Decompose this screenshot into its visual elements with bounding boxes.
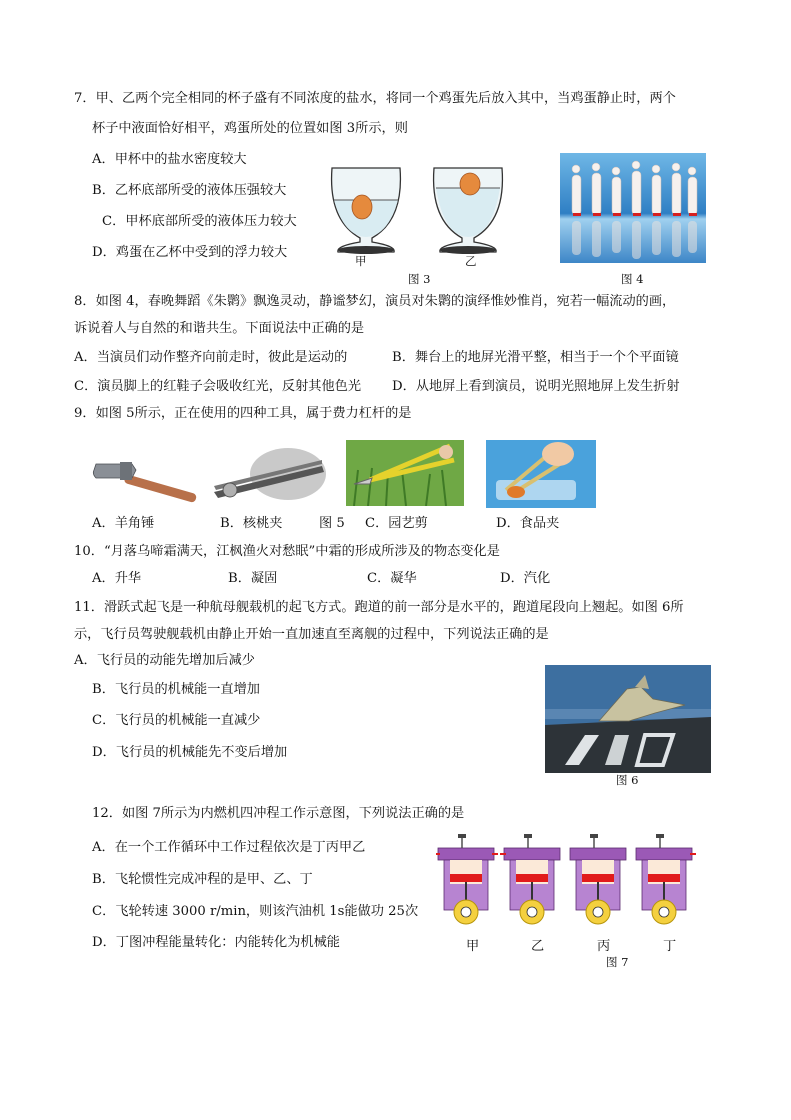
figure-6-caption: 图 6	[616, 773, 639, 787]
figure-5-food-tongs	[486, 440, 596, 508]
q7-option-d: D．鸡蛋在乙杯中受到的浮力较大	[92, 245, 288, 260]
engine-label-bing: 丙	[597, 939, 611, 954]
q12-option-c: C．飞轮转速 3000 r/min，则该汽油机 1s能做功 25次	[92, 904, 419, 919]
q7-stem-line2: 杯子中液面恰好相平，鸡蛋所处的位置如图 3所示，则	[92, 121, 408, 136]
cup-yi-image	[434, 168, 503, 254]
q10-stem: 10．“月落乌啼霜满天，江枫渔火对愁眠”中霜的形成所涉及的物态变化是	[74, 544, 500, 559]
q7-option-b: B．乙杯底部所受的液体压强较大	[92, 183, 287, 198]
q10-option-a: A．升华	[92, 571, 142, 586]
q8-option-d: D．从地屏上看到演员，说明光照地屏上发生折射	[392, 379, 680, 394]
engine-jia-image	[438, 834, 494, 924]
q8-option-b: B．舞台上的地屏光滑平整，相当于一个个平面镜	[392, 350, 679, 365]
q12-option-d: D．丁图冲程能量转化：内能转化为机械能	[92, 935, 340, 950]
figure-7-engine-strokes	[436, 834, 696, 938]
q8-stem-line2: 诉说着人与自然的和谐共生。下面说法中正确的是	[74, 321, 365, 336]
q10-option-c: C．凝华	[367, 571, 417, 586]
q11-option-d: D．飞行员的机械能先不变后增加	[92, 745, 288, 760]
q10-option-d: D．汽化	[500, 571, 551, 586]
q9-option-d: D．食品夹	[496, 516, 560, 531]
q11-option-a: A．飞行员的动能先增加后减少	[74, 653, 255, 668]
q9-option-a: A．羊角锤	[92, 516, 155, 531]
figure-3-cups	[322, 160, 532, 260]
q10-option-b: B．凝固	[228, 571, 278, 586]
engine-label-ding: 丁	[663, 939, 677, 954]
engine-label-yi: 乙	[531, 939, 545, 954]
q11-stem-line1: 11．滑跃式起飞是一种航母舰载机的起飞方式。跑道的前一部分是水平的，跑道尾段向上翘起。如图 6所	[74, 600, 684, 615]
figure-5-nutcracker	[210, 440, 332, 506]
figure-6-carrier-jet-photo	[545, 665, 711, 773]
figure-7-caption: 图 7	[606, 955, 629, 969]
cup-label-yi: 乙	[465, 254, 477, 268]
engine-label-jia: 甲	[466, 939, 480, 954]
q12-stem: 12．如图 7所示为内燃机四冲程工作示意图，下列说法正确的是	[92, 806, 465, 821]
q8-stem-line1: 8．如图 4，春晚舞蹈《朱鹮》飘逸灵动，静谧梦幻，演员对朱鹮的演绎惟妙惟肖，宛若一幅流动的画，	[74, 294, 676, 309]
q8-option-a: A．当演员们动作整齐向前走时，彼此是运动的	[74, 350, 348, 365]
cup-jia-image	[332, 168, 401, 254]
engine-yi-image	[504, 834, 560, 924]
q11-option-c: C．飞行员的机械能一直减少	[92, 713, 261, 728]
q11-stem-line2: 示，飞行员驾驶舰载机由静止开始一直加速直至离舰的过程中，下列说法正确的是	[74, 627, 549, 642]
figure-4-caption: 图 4	[621, 272, 644, 286]
engine-bing-image	[570, 834, 626, 924]
q11-option-b: B．飞行员的机械能一直增加	[92, 682, 260, 697]
figure-3-caption: 图 3	[408, 272, 431, 286]
q9-option-b: B．核桃夹	[220, 516, 283, 531]
q12-option-a: A．在一个工作循环中工作过程依次是丁丙甲乙	[92, 840, 366, 855]
engine-ding-image	[636, 834, 692, 924]
cup-label-jia: 甲	[355, 254, 367, 268]
q9-stem: 9．如图 5所示，正在使用的四种工具，属于费力杠杆的是	[74, 406, 412, 421]
q7-option-c: C．甲杯底部所受的液体压力较大	[102, 214, 297, 229]
q8-option-c: C．演员脚上的红鞋子会吸收红光，反射其他色光	[74, 379, 362, 394]
q9-option-c: C．园艺剪	[365, 516, 428, 531]
figure-5-claw-hammer	[92, 456, 202, 510]
q7-option-a: A．甲杯中的盐水密度较大	[92, 152, 247, 167]
figure-5-garden-shears	[346, 440, 464, 506]
figure-4-dance-photo	[560, 153, 706, 263]
q12-option-b: B．飞轮惯性完成冲程的是甲、乙、丁	[92, 872, 313, 887]
q7-stem-line1: 7．甲、乙两个完全相同的杯子盛有不同浓度的盐水，将同一个鸡蛋先后放入其中，当鸡蛋静止时，两个	[74, 91, 676, 106]
figure-5-caption: 图 5	[319, 516, 345, 531]
